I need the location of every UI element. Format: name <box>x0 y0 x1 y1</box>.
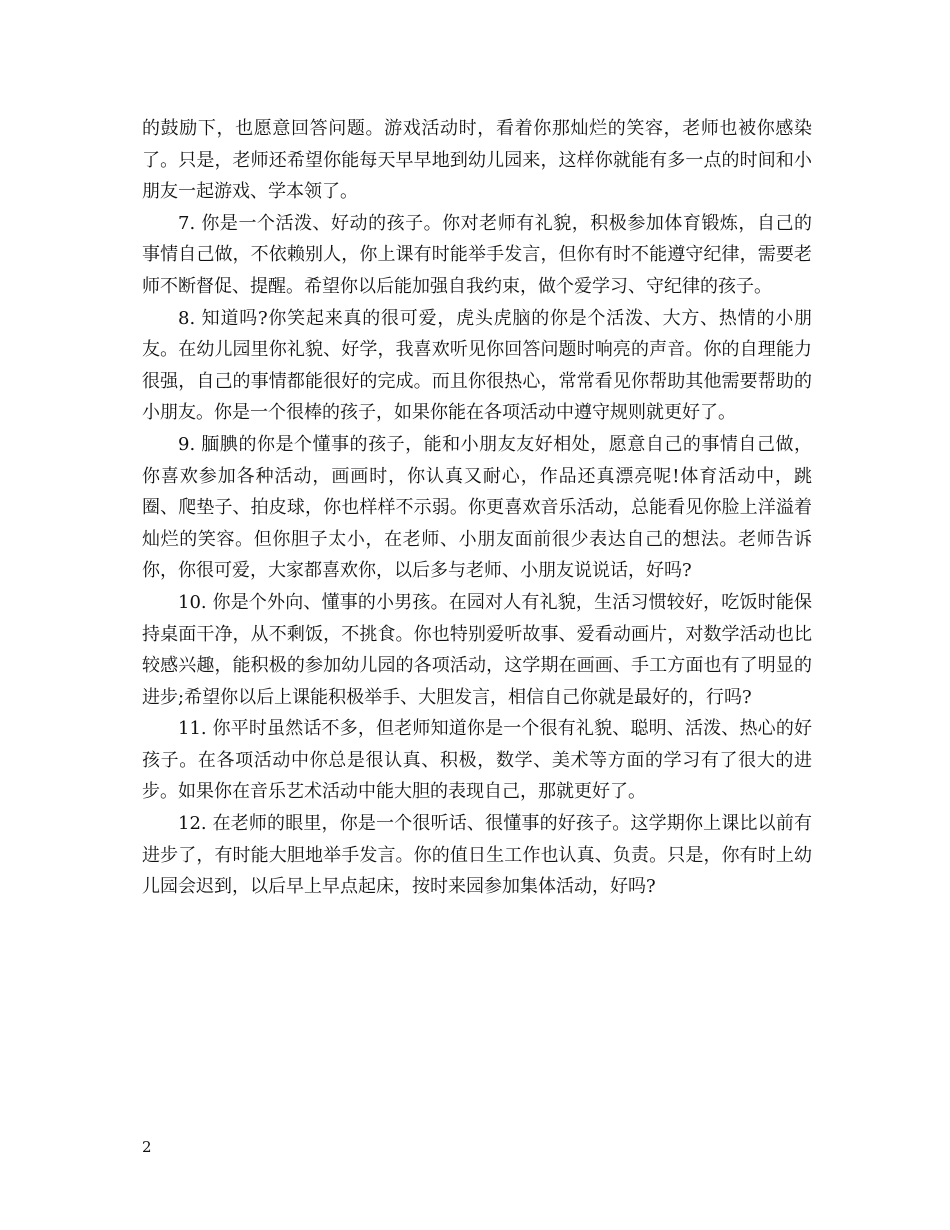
paragraph-item-11: 11. 你平时虽然话不多，但老师知道你是一个很有礼貌、聪明、活泼、热心的好孩子。在各项活动中你总是很认真、积极，数学、美术等方面的学习有了很大的进步。如果你在音乐艺术活动中能大胆的表现自己，那就更好了。 <box>142 718 812 803</box>
document-body <box>142 113 812 903</box>
paragraph-continued: 的鼓励下，也愿意回答问题。游戏活动时，看着你那灿烂的笑容，老师也被你感染了。只是，老师还希望你能每天早早地到幼儿园来，这样你就能有多一点的时间和小朋友一起游戏、学本领了。 <box>142 118 812 203</box>
paragraph-item-8: 8. 知道吗?你笑起来真的很可爱，虎头虎脑的你是个活泼、大方、热情的小朋友。在幼儿园里你礼貌、好学，我喜欢听见你回答问题时响亮的声音。你的自理能力很强，自己的事情都能很好的完成。而且你很热心，常常看见你帮助其他需要帮助的小朋友。你是一个很棒的孩子，如果你能在各项活动中遵守规则就更好了。 <box>142 307 812 424</box>
paragraph-item-10: 10. 你是个外向、懂事的小男孩。在园对人有礼貌，生活习惯较好，吃饭时能保持桌面干净，从不剩饭，不挑食。你也特别爱听故事、爱看动画片，对数学活动也比较感兴趣，能积极的参加幼儿园的各项活动，这学期在画画、手工方面也有了明显的进步;希望你以后上课能积极举手、大胆发言，相信自己你就是最好的，行吗? <box>142 591 812 708</box>
paragraph-item-12: 12. 在老师的眼里，你是一个很听话、很懂事的好孩子。这学期你上课比以前有进步了，有时能大胆地举手发言。你的值日生工作也认真、负责。只是，你有时上幼儿园会迟到，以后早上早点起床，按时来园参加集体活动，好吗? <box>142 813 812 898</box>
paragraph-item-9: 9. 腼腆的你是个懂事的孩子，能和小朋友友好相处，愿意自己的事情自己做，你喜欢参加各种活动，画画时，你认真又耐心，作品还真漂亮呢!体育活动中，跳圈、爬垫子、拍皮球，你也样样不示弱。你更喜欢音乐活动，总能看见你脸上洋溢着灿烂的笑容。但你胆子太小，在老师、小朋友面前很少表达自己的想法。老师告诉你，你很可爱，大家都喜欢你，以后多与老师、小朋友说说话，好吗? <box>142 433 812 582</box>
page-number: 2 <box>142 1138 152 1156</box>
paragraph-item-7: 7. 你是一个活泼、好动的孩子。你对老师有礼貌，积极参加体育锻炼，自己的事情自己做，不依赖别人，你上课有时能举手发言，但你有时不能遵守纪律，需要老师不断督促、提醒。希望你以后能加强自我约束，做个爱学习、守纪律的孩子。 <box>142 212 812 297</box>
